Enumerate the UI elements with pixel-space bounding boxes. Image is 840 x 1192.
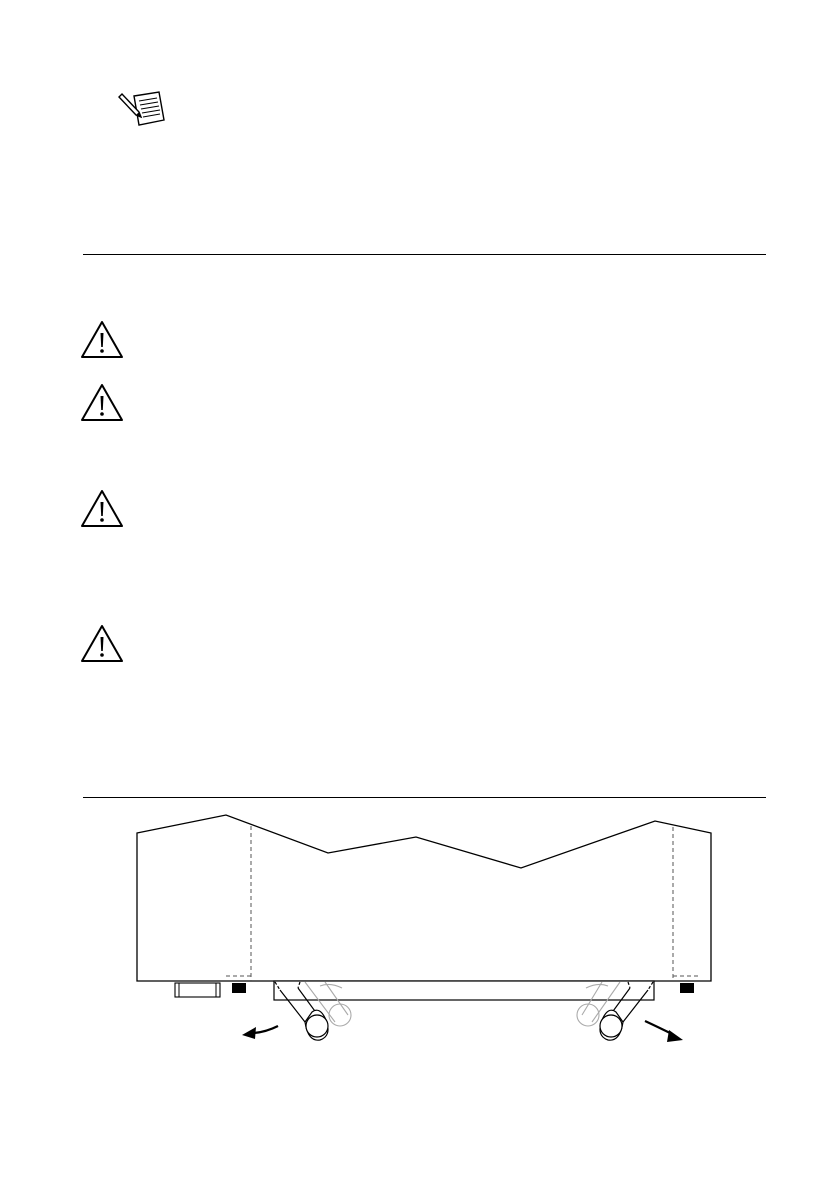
note-icon xyxy=(117,90,165,132)
section-divider-top xyxy=(83,254,766,255)
caution-icon xyxy=(80,489,124,529)
section-divider-bottom xyxy=(83,797,766,798)
caution-icon xyxy=(80,383,124,423)
caution-icon xyxy=(80,624,124,664)
right-bumper xyxy=(680,983,694,993)
left-foot xyxy=(175,983,220,997)
left-rotate-arrow xyxy=(242,1026,278,1039)
caution-icon xyxy=(80,320,124,360)
chassis-caster-figure xyxy=(130,810,720,1050)
chassis-body xyxy=(137,815,711,981)
right-rotate-arrow xyxy=(645,1021,683,1042)
left-bumper xyxy=(232,983,246,993)
